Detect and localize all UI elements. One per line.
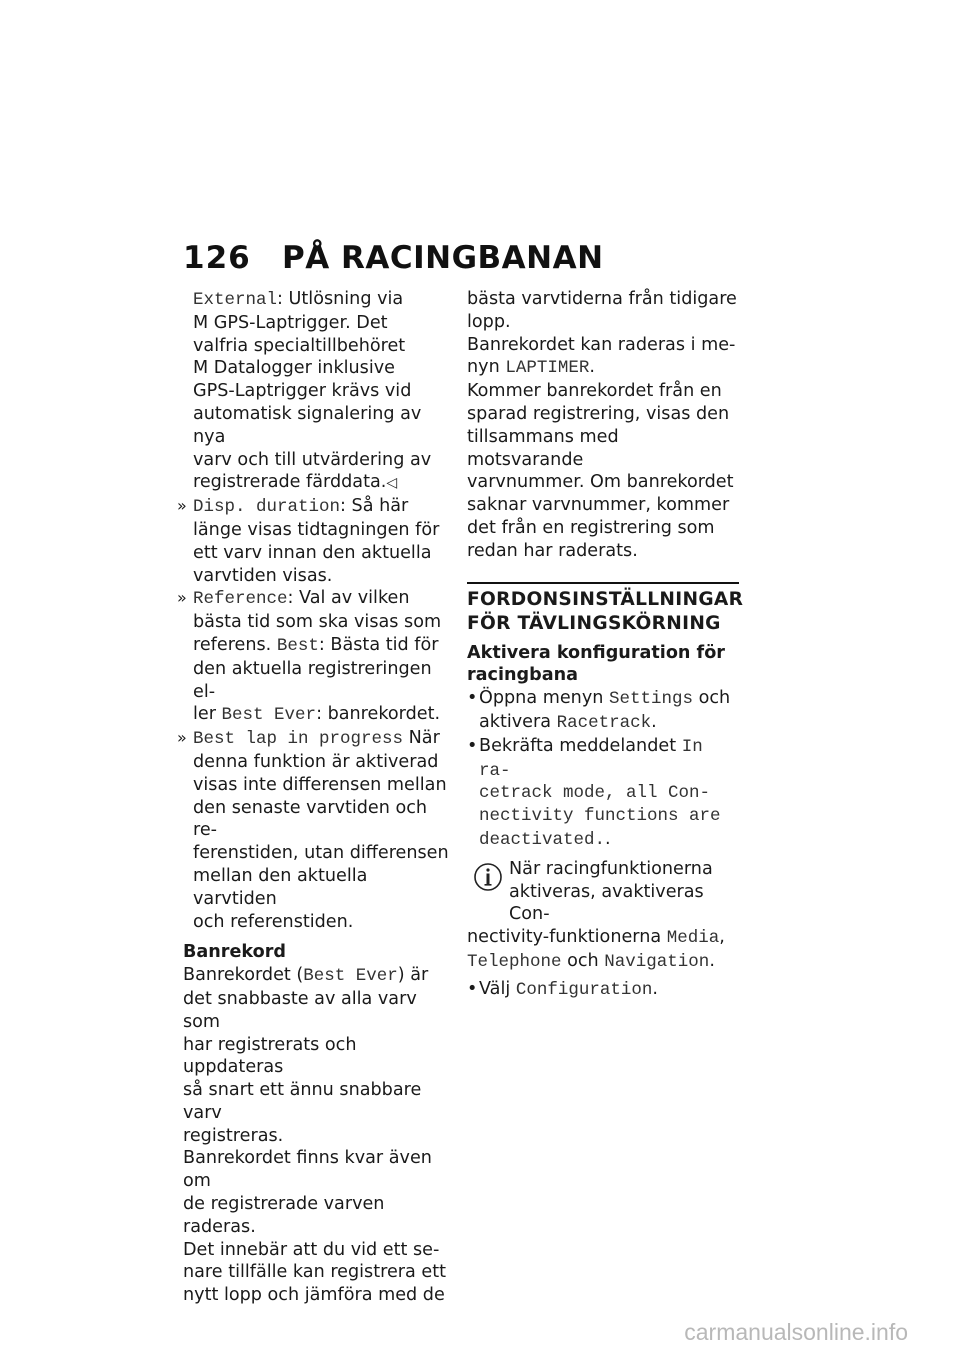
right-column	[467, 288, 744, 1002]
text-line: det snabbaste av alla varv som	[183, 988, 417, 1032]
text-line: ,	[719, 927, 725, 948]
text-line: de registrerade varven raderas.	[183, 1194, 385, 1237]
best-ever-term: Best Ever	[221, 705, 317, 726]
text-line: valfria specialtillbehöret	[193, 335, 406, 356]
text-line: saknar varvnummer, kommer	[467, 495, 730, 516]
text-line: bästa varvtiderna från tidigare	[467, 289, 737, 309]
info-note	[467, 858, 739, 974]
best-term: Best	[276, 635, 319, 656]
text-line: Välj	[479, 978, 516, 999]
subsection-title	[467, 642, 739, 688]
bullet-dot-icon: •	[467, 978, 478, 999]
navigation-term: Navigation	[604, 951, 710, 972]
text-line: .	[605, 828, 611, 849]
reference-term: Reference	[193, 589, 288, 610]
message-term-line-4: deactivated.	[479, 829, 606, 850]
text-line: : banrekordet.	[316, 704, 441, 725]
text-line: .	[652, 978, 658, 999]
text-line: : Utlösning via	[277, 289, 404, 309]
section-heading-line-1: FORDONSINSTÄLLNINGAR	[467, 588, 744, 610]
step-select-configuration	[467, 978, 739, 1002]
disp-duration-item	[177, 495, 455, 587]
text-line: denna funktion är aktiverad	[193, 751, 439, 772]
text-line: mellan den aktuella varvtiden	[193, 865, 368, 909]
bullet-dot-icon: •	[467, 735, 478, 756]
text-line: aktivera	[479, 711, 557, 732]
text-line: länge visas tidtagningen för	[193, 519, 440, 540]
text-line: registrerade färddata.	[193, 472, 387, 493]
text-line: varv och till utvärdering av	[193, 449, 432, 470]
text-line: ler	[193, 704, 222, 725]
text-line: : Bästa tid för	[318, 634, 439, 655]
text-line: registreras.	[183, 1125, 284, 1146]
step-open-menu	[467, 687, 739, 735]
text-line: M Datalogger inklusive	[193, 358, 395, 379]
text-line: och referenstiden.	[193, 911, 354, 932]
configuration-term: Configuration	[515, 979, 653, 1000]
text-line: .	[709, 950, 715, 971]
page-number: 126	[183, 240, 251, 276]
text-line: så snart ett ännu snabbare varv	[183, 1080, 422, 1123]
section-heading-line-2: FÖR TÄVLINGSKÖRNING	[467, 612, 721, 634]
external-term: External	[193, 290, 278, 310]
text-line: ferenstiden, utan differensen	[193, 843, 449, 864]
watermark: carmanualsonline.info	[684, 1319, 908, 1345]
left-column	[177, 288, 455, 1307]
text-line: redan har raderats.	[467, 540, 638, 561]
laptimer-term: LAPTIMER	[505, 358, 590, 379]
text-line: tillsammans med motsvarande	[467, 426, 619, 470]
text-line: sparad registrering, visas den	[467, 403, 730, 424]
text-line: Bekräfta meddelandet	[479, 735, 682, 756]
text-line: : Val av vilken	[287, 588, 410, 609]
bullet-icon: »	[177, 728, 187, 748]
best-lap-item	[177, 727, 455, 933]
text-line: : Så här	[340, 496, 409, 517]
text-line: nectivity-funktionerna	[467, 927, 667, 948]
best-lap-term: Best lap in progress	[193, 729, 404, 750]
text-line: Kommer banrekordet från en	[467, 381, 722, 402]
reference-item	[177, 587, 455, 727]
racetrack-term: Racetrack	[556, 712, 652, 733]
text-line: När	[403, 728, 440, 749]
text-line: och	[561, 950, 605, 971]
text-line: aktiveras, avaktiveras Con-	[509, 881, 704, 925]
text-line: När racingfunktionerna	[509, 858, 713, 879]
text-line: nare tillfälle kan registrera ett	[183, 1262, 447, 1283]
text-line: och	[693, 688, 731, 709]
text-line: referens.	[193, 634, 277, 655]
text-line: visas inte differensen mellan	[193, 774, 447, 795]
text-line: M GPS-Laptrigger. Det	[193, 312, 388, 333]
section-heading	[467, 582, 744, 636]
text-line: ett varv innan den aktuella	[193, 542, 432, 563]
text-line: varvnummer. Om banrekordet	[467, 472, 734, 493]
banrekord-title: Banrekord	[183, 942, 287, 963]
text-line: den senaste varvtiden och re-	[193, 797, 428, 841]
info-icon	[473, 862, 503, 892]
text-line: Banrekordet kan raderas i me-	[467, 334, 736, 355]
text-line: Det innebär att du vid ett se-	[183, 1239, 440, 1260]
text-line: .	[589, 357, 595, 378]
text-line: ) är	[397, 965, 429, 986]
text-line: GPS-Laptrigger krävs vid	[193, 381, 412, 402]
media-term: Media	[666, 928, 720, 949]
text-line: det från en registrering som	[467, 517, 715, 538]
text-line: automatisk signalering av nya	[193, 403, 422, 447]
text-line: nytt lopp och jämföra med de	[183, 1285, 445, 1306]
back-icon: ◁	[386, 475, 398, 492]
text-line: varvtiden visas.	[193, 565, 333, 586]
best-ever-term: Best Ever	[303, 966, 398, 987]
message-term-line-1: In ra-	[479, 736, 703, 781]
text-line: bästa tid som ska visas som	[193, 612, 442, 633]
text-line: har registrerats och uppdateras	[183, 1034, 357, 1078]
disp-term: Disp. duration	[193, 497, 341, 518]
text-line: nyn	[467, 357, 506, 378]
subsection-title-line-2: racingbana	[467, 665, 578, 686]
external-item	[183, 288, 455, 495]
text-line: Öppna menyn	[479, 688, 609, 709]
section-title: PÅ RACINGBANAN	[282, 240, 604, 276]
message-term-line-3: nectivity functions are	[479, 806, 721, 827]
text-line: Banrekordet (	[183, 965, 304, 986]
bullet-dot-icon: •	[467, 688, 478, 709]
bullet-icon: »	[177, 496, 187, 516]
text-line: Banrekordet finns kvar även om	[183, 1148, 432, 1192]
settings-term: Settings	[608, 689, 693, 710]
bullet-icon: »	[177, 588, 187, 608]
text-line: den aktuella registreringen el-	[193, 658, 432, 702]
text-line: .	[651, 711, 657, 732]
step-confirm-message	[467, 735, 739, 852]
text-line: lopp.	[467, 311, 511, 332]
subsection-title-line-1: Aktivera konfiguration för	[467, 642, 725, 663]
message-term-line-2: cetrack mode, all Con-	[479, 783, 711, 804]
telephone-term: Telephone	[467, 951, 562, 972]
